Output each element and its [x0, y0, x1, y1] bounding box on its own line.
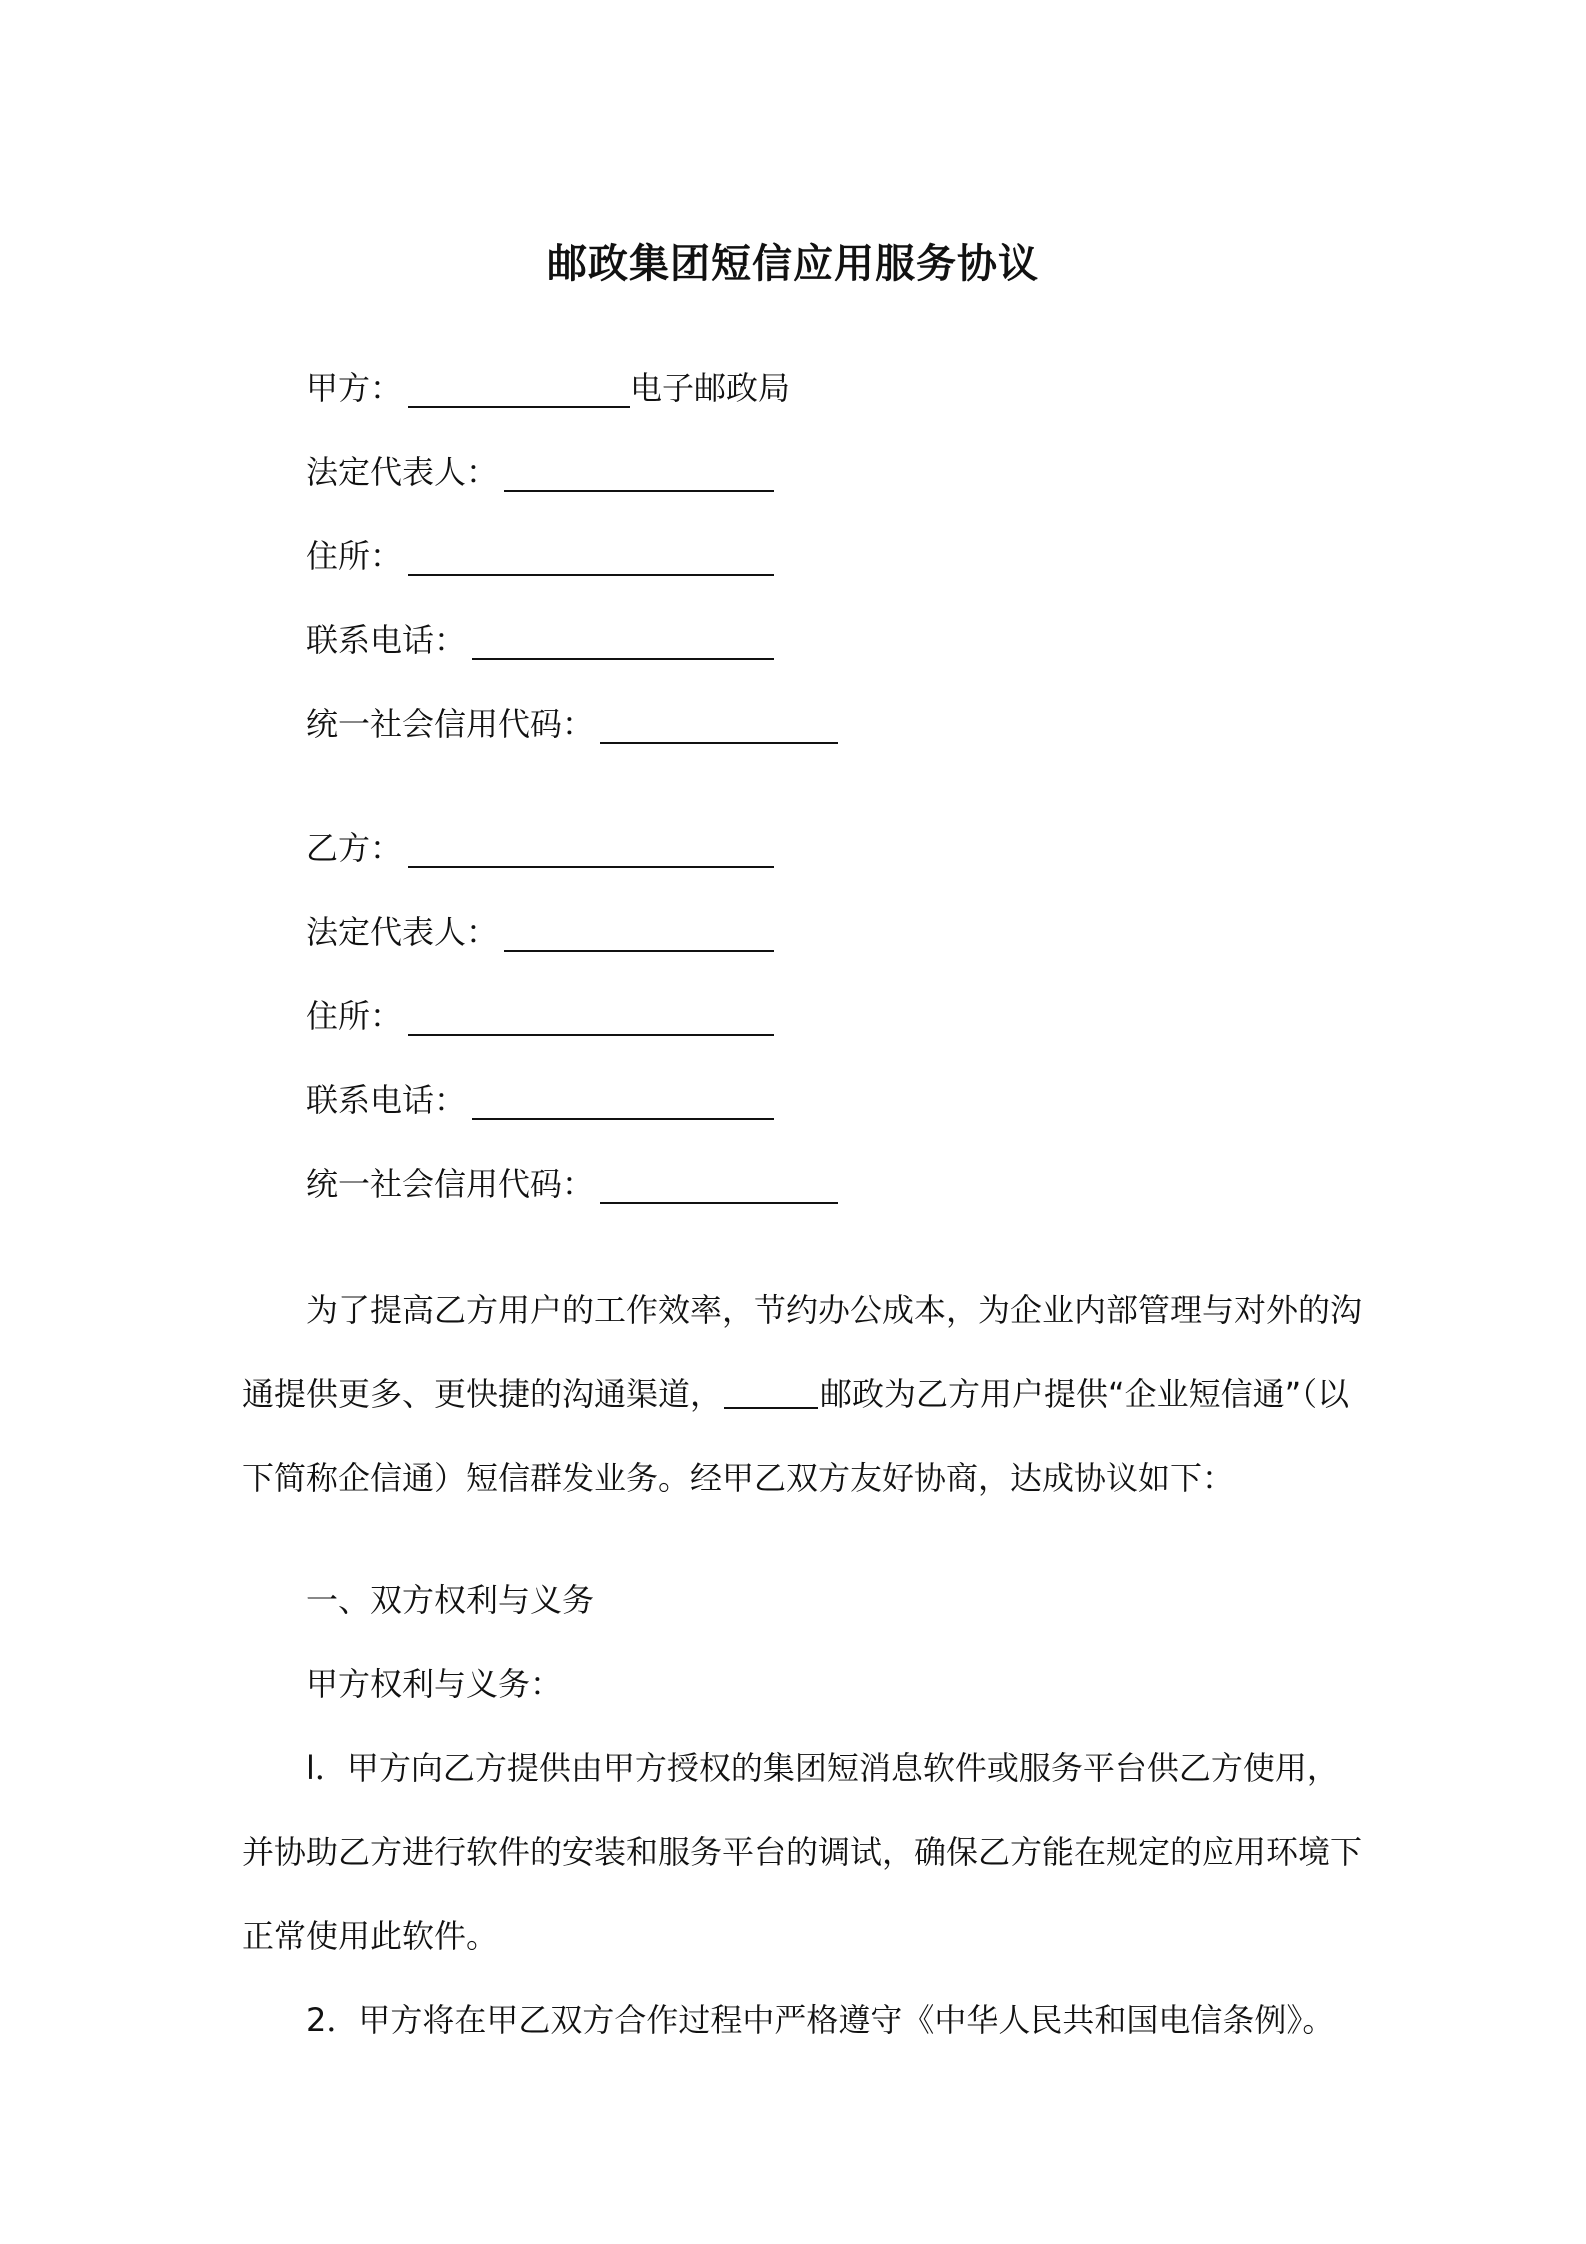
party-b-credit-code-row	[306, 1156, 838, 1204]
item-1-line-1: l．甲方向乙方提供由甲方授权的集团短消息软件或服务平台供乙方使用，	[306, 1749, 1339, 1787]
party-a-legal-rep-label: 法定代表人：	[306, 453, 499, 491]
item-1-line-3: 正常使用此软件。	[242, 1917, 499, 1955]
party-b-credit-code-label: 统一社会信用代码：	[306, 1165, 595, 1203]
party-a-credit-code-label: 统一社会信用代码：	[306, 705, 595, 743]
section-1-subheading: 甲方权利与义务：	[306, 1665, 563, 1703]
party-a-phone-row	[306, 612, 774, 660]
party-b-address-label: 住所：	[306, 997, 403, 1035]
party-b-blank[interactable]	[408, 830, 774, 868]
party-a-label: 甲方：	[306, 369, 403, 407]
item-2: 2．甲方将在甲乙双方合作过程中严格遵守《中华人民共和国电信条例》。	[306, 2001, 1335, 2039]
party-a-row	[306, 360, 790, 408]
party-b-label: 乙方：	[306, 829, 403, 867]
party-b-legal-rep-label: 法定代表人：	[306, 913, 499, 951]
party-b-phone-blank[interactable]	[472, 1082, 774, 1120]
party-a-blank[interactable]	[408, 370, 630, 408]
party-a-phone-label: 联系电话：	[306, 621, 467, 659]
party-b-phone-row	[306, 1072, 774, 1120]
intro-line-2-before: 通提供更多、更快捷的沟通渠道，	[242, 1375, 723, 1413]
party-b-address-row	[306, 988, 774, 1036]
party-a-address-label: 住所：	[306, 537, 403, 575]
party-b-phone-label: 联系电话：	[306, 1081, 467, 1119]
party-a-phone-blank[interactable]	[472, 622, 774, 660]
intro-post-office-blank[interactable]	[724, 1377, 818, 1409]
party-a-address-row	[306, 528, 774, 576]
document-title: 邮政集团短信应用服务协议	[547, 241, 1039, 287]
item-1-line-2: 并协助乙方进行软件的安装和服务平台的调试，确保乙方能在规定的应用环境下	[242, 1833, 1363, 1871]
party-b-address-blank[interactable]	[408, 998, 774, 1036]
party-b-legal-rep-blank[interactable]	[504, 914, 774, 952]
intro-line-2-after: 邮政为乙方用户提供“企业短信通”（以	[820, 1375, 1350, 1413]
party-a-address-blank[interactable]	[408, 538, 774, 576]
party-a-suffix: 电子邮政局	[630, 369, 791, 407]
party-b-credit-code-blank[interactable]	[600, 1166, 838, 1204]
party-b-legal-rep-row	[306, 904, 774, 952]
party-a-legal-rep-row	[306, 444, 774, 492]
intro-line-1: 为了提高乙方用户的工作效率，节约办公成本，为企业内部管理与对外的沟	[306, 1291, 1363, 1329]
intro-line-2	[242, 1374, 1349, 1414]
intro-line-3: 下简称企信通）短信群发业务。经甲乙双方友好协商，达成协议如下：	[242, 1459, 1235, 1497]
party-a-credit-code-row	[306, 696, 838, 744]
section-1-heading: 一、双方权利与义务	[306, 1581, 595, 1619]
party-b-row	[306, 820, 774, 868]
party-a-legal-rep-blank[interactable]	[504, 454, 774, 492]
party-a-credit-code-blank[interactable]	[600, 706, 838, 744]
